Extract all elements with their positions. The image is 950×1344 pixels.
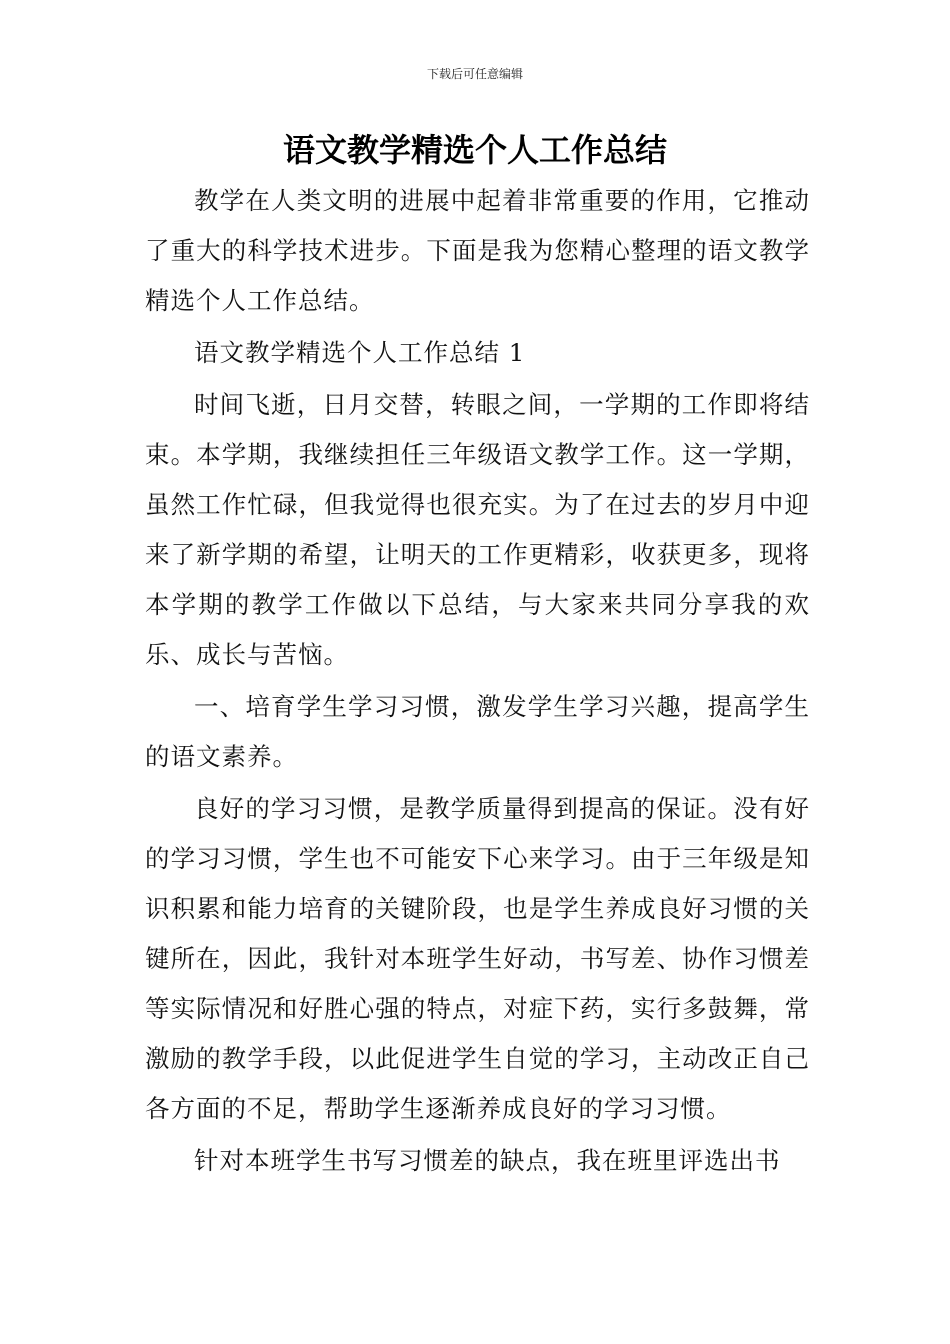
document-body	[145, 176, 810, 1188]
point-heading: 一、培育学生学习习惯，激发学生学习兴趣，提高学生的语文素养。	[145, 692, 810, 771]
header-note: 下载后可任意编辑	[426, 67, 523, 81]
document-title: 语文教学精选个人工作总结	[282, 131, 667, 169]
body-paragraph: 针对本班学生书写习惯差的缺点，我在班里评选出书	[194, 1146, 781, 1175]
section-heading: 语文教学精选个人工作总结 1	[194, 338, 526, 367]
body-paragraph: 良好的学习习惯，是教学质量得到提高的保证。没有好的学习习惯，学生也不可能安下心来学习。由于三年级是知识积累和能力培育的关键阶段，也是学生养成良好习惯的关键所在，因此，我针对本班学生好动，书写差、协作习惯差等实际情况和好胜心强的特点，对症下药，实行多鼓舞，常激励的教学手段，以此促进学生自觉的学习，主动改正自己各方面的不足，帮助学生逐渐养成良好的学习习惯。	[145, 794, 810, 1123]
intro-paragraph: 教学在人类文明的进展中起着非常重要的作用，它推动了重大的科学技术进步。下面是我为您精心整理的语文教学精选个人工作总结。	[145, 186, 810, 315]
body-paragraph: 时间飞逝，日月交替，转眼之间，一学期的工作即将结束。本学期，我继续担任三年级语文教学工作。这一学期，虽然工作忙碌，但我觉得也很充实。为了在过去的岁月中迎来了新学期的希望，让明天的工作更精彩，收获更多，现将本学期的教学工作做以下总结，与大家来共同分享我的欢乐、成长与苦恼。	[145, 390, 810, 669]
